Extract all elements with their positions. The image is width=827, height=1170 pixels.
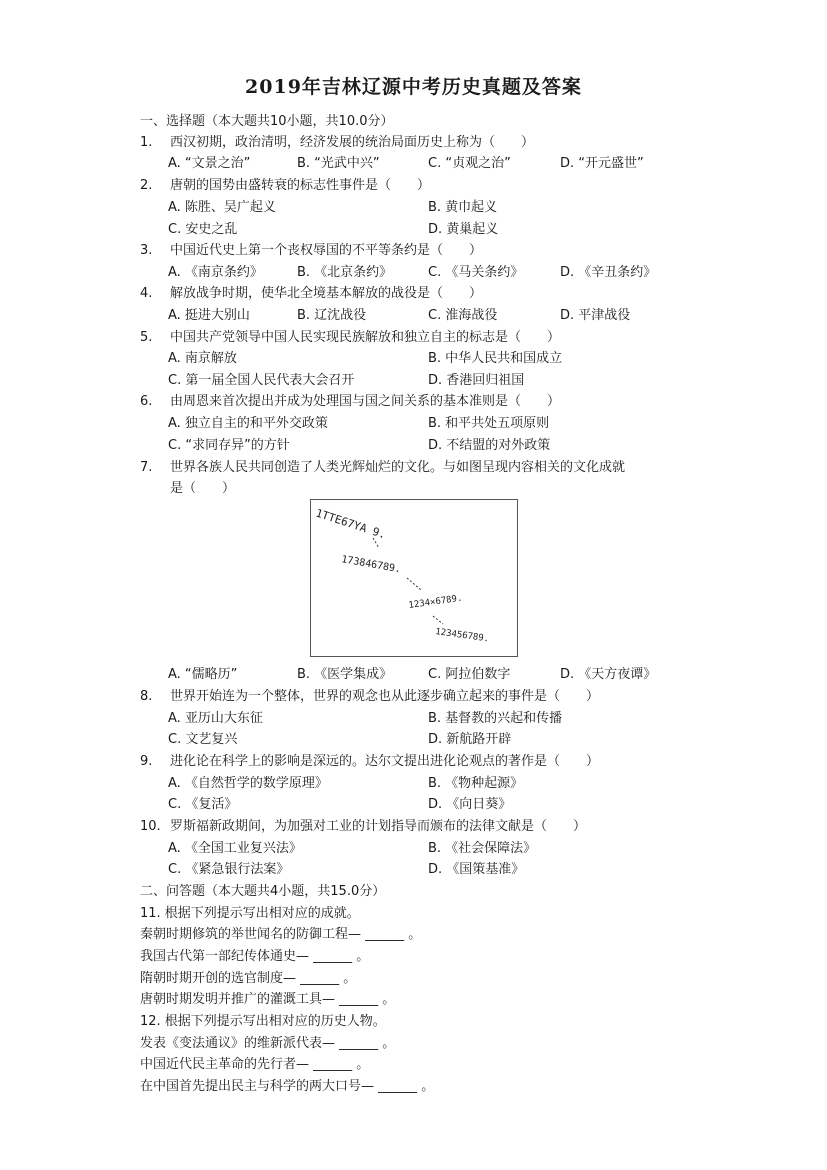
answer-blank[interactable]: ______ xyxy=(339,1036,379,1051)
punctuation: 。 xyxy=(382,1036,396,1051)
option-b: B. 辽沈战役 xyxy=(297,308,367,323)
page-title: 2019年吉林辽源中考历史真题及答案 xyxy=(245,76,582,98)
question-number: 1. xyxy=(140,135,153,150)
option-b: B. 黄巾起义 xyxy=(428,200,498,215)
question-number: 8. xyxy=(140,689,153,704)
question-text: 罗斯福新政期间，为加强对工业的计划指导而颁布的法律文献是（ ） xyxy=(170,819,587,834)
question-text: 由周恩来首次提出并成为处理国与国之间关系的基本准则是（ ） xyxy=(170,394,561,409)
prompt-text: 发表《变法通议》的维新派代表— xyxy=(140,1036,336,1051)
question-number: 7. xyxy=(140,460,153,475)
question-number: 4. xyxy=(140,286,153,301)
option-d: D. 新航路开辟 xyxy=(428,732,512,747)
option-b: B. 和平共处五项原则 xyxy=(428,416,550,431)
question-1 xyxy=(140,131,534,150)
question-number: 6. xyxy=(140,394,153,409)
question-number: 10. xyxy=(140,819,161,834)
arrow-2 xyxy=(407,578,421,590)
option-a: A. 《自然哲学的数学原理》 xyxy=(168,776,328,791)
option-b: B. 基督教的兴起和传播 xyxy=(428,711,563,726)
question-5 xyxy=(140,326,560,345)
question-number: 2. xyxy=(140,178,153,193)
punctuation: 。 xyxy=(356,1057,370,1072)
punctuation: 。 xyxy=(421,1079,435,1094)
option-c: C. 《紧急银行法案》 xyxy=(168,862,290,877)
question-text: 世界各族人民共同创造了人类光辉灿烂的文化。与如图呈现内容相关的文化成就 xyxy=(170,460,626,475)
answer-blank[interactable]: ______ xyxy=(313,949,353,964)
option-a: A. 陈胜、吴广起义 xyxy=(168,200,276,215)
prompt-text: 中国近代民主革命的先行者— xyxy=(140,1057,310,1072)
answer-blank[interactable]: ______ xyxy=(339,992,379,1007)
question-text-continued: 是（ ） xyxy=(170,481,236,496)
option-c: C. 淮海战役 xyxy=(428,308,498,323)
option-b: B. 中华人民共和国成立 xyxy=(428,351,563,366)
question-6 xyxy=(140,390,560,409)
option-d: D. 《国策基准》 xyxy=(428,862,525,877)
q12-item-1 xyxy=(140,1032,395,1051)
option-c: C. 阿拉伯数字 xyxy=(428,667,511,682)
option-a: A. 亚历山大东征 xyxy=(168,711,263,726)
prompt-text: 隋朝时期开创的选官制度— xyxy=(140,971,297,986)
prompt-text: 秦朝时期修筑的举世闻名的防御工程— xyxy=(140,927,362,942)
punctuation: 。 xyxy=(343,971,357,986)
numeral-line-2: 173846789. xyxy=(340,554,402,576)
question-text: 中国近代史上第一个丧权辱国的不平等条约是（ ） xyxy=(170,243,483,258)
answer-blank[interactable]: ______ xyxy=(313,1057,353,1072)
question-8 xyxy=(140,685,599,704)
prompt-text: 我国古代第一部纪传体通史— xyxy=(140,949,310,964)
q11-item-2 xyxy=(140,945,369,964)
question-text: 解放战争时期，使华北全境基本解放的战役是（ ） xyxy=(170,286,483,301)
question-number: 5. xyxy=(140,330,153,345)
numerals-evolution-figure xyxy=(310,499,518,657)
option-b: B. “光武中兴” xyxy=(297,156,380,171)
option-d: D. 《向日葵》 xyxy=(428,797,512,812)
option-c: C. 《复活》 xyxy=(168,797,238,812)
question-text: 唐朝的国势由盛转衰的标志性事件是（ ） xyxy=(170,178,431,193)
numeral-line-3: 1234×6789. xyxy=(408,593,464,611)
question-11-heading: 11. 根据下列提示写出相对应的成就。 xyxy=(140,906,360,921)
option-b: B. 《物种起源》 xyxy=(428,776,524,791)
option-b: B. 《医学集成》 xyxy=(297,667,393,682)
option-d: D. 《辛丑条约》 xyxy=(560,265,657,280)
option-c: C. “贞观之治” xyxy=(428,156,511,171)
q12-item-3 xyxy=(140,1075,434,1094)
q11-item-4 xyxy=(140,988,395,1007)
option-d: D. “开元盛世” xyxy=(560,156,644,171)
question-text: 中国共产党领导中国人民实现民族解放和独立自主的标志是（ ） xyxy=(170,330,561,345)
question-text: 世界开始连为一个整体，世界的观念也从此逐步确立起来的事件是（ ） xyxy=(170,689,600,704)
question-7 xyxy=(140,456,625,475)
punctuation: 。 xyxy=(382,992,396,1007)
prompt-text: 在中国首先提出民主与科学的两大口号— xyxy=(140,1079,375,1094)
option-a: A. “儒略历” xyxy=(168,667,238,682)
question-12-heading: 12. 根据下列提示写出相对应的历史人物。 xyxy=(140,1014,386,1029)
question-text: 进化论在科学上的影响是深远的。达尔文提出进化论观点的著作是（ ） xyxy=(170,754,600,769)
numerals-drawing xyxy=(311,500,517,656)
option-a: A. 南京解放 xyxy=(168,351,237,366)
option-a: A. 《南京条约》 xyxy=(168,265,263,280)
option-c: C. 安史之乱 xyxy=(168,222,238,237)
answer-blank[interactable]: ______ xyxy=(300,971,340,986)
question-10 xyxy=(140,815,586,834)
section-heading-qa: 二、问答题（本大题共4小题，共15.0分） xyxy=(140,884,386,899)
numeral-line-4: 123456789. xyxy=(434,627,490,645)
answer-blank[interactable]: ______ xyxy=(365,927,405,942)
option-b: B. 《社会保障法》 xyxy=(428,841,537,856)
option-a: A. “文景之治” xyxy=(168,156,251,171)
prompt-text: 唐朝时期发明并推广的灌溉工具— xyxy=(140,992,336,1007)
arrow-3 xyxy=(433,616,443,624)
q12-item-2 xyxy=(140,1053,369,1072)
question-3 xyxy=(140,239,482,258)
question-number: 3. xyxy=(140,243,153,258)
option-d: D. 不结盟的对外政策 xyxy=(428,438,551,453)
question-9 xyxy=(140,750,599,769)
question-4 xyxy=(140,282,482,301)
question-text: 西汉初期，政治清明，经济发展的统治局面历史上称为（ ） xyxy=(170,135,535,150)
option-a: A. 《全国工业复兴法》 xyxy=(168,841,302,856)
option-c: C. 《马关条约》 xyxy=(428,265,524,280)
q11-item-1 xyxy=(140,923,421,942)
option-a: A. 独立自主的和平外交政策 xyxy=(168,416,328,431)
option-d: D. 香港回归祖国 xyxy=(428,373,525,388)
option-c: C. 文艺复兴 xyxy=(168,732,238,747)
option-b: B. 《北京条约》 xyxy=(297,265,393,280)
question-2 xyxy=(140,174,430,193)
option-d: D. 《天方夜谭》 xyxy=(560,667,657,682)
numeral-line-1: 1TTE67YA 9. xyxy=(314,506,388,542)
option-a: A. 挺进大别山 xyxy=(168,308,250,323)
punctuation: 。 xyxy=(356,949,370,964)
option-d: D. 黄巢起义 xyxy=(428,222,499,237)
section-heading-choice: 一、选择题（本大题共10小题，共10.0分） xyxy=(140,114,394,129)
q11-item-3 xyxy=(140,967,356,986)
question-number: 9. xyxy=(140,754,153,769)
punctuation: 。 xyxy=(408,927,422,942)
option-c: C. “求同存异”的方针 xyxy=(168,438,290,453)
option-d: D. 平津战役 xyxy=(560,308,631,323)
answer-blank[interactable]: ______ xyxy=(378,1079,418,1094)
option-c: C. 第一届全国人民代表大会召开 xyxy=(168,373,355,388)
